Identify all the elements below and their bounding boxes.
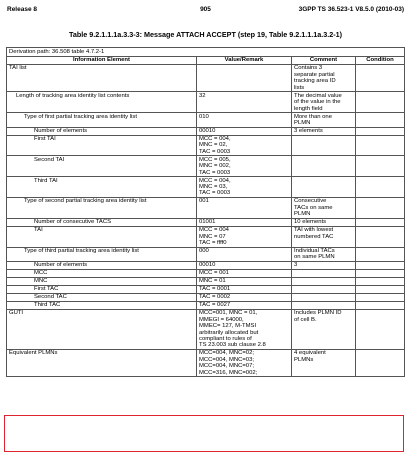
condition-cell xyxy=(356,270,405,278)
value-cell-line: arbitrarily allocated but xyxy=(199,329,259,336)
spec-label: 3GPP TS 36.523-1 V8.5.0 (2010-03) xyxy=(298,6,404,13)
condition-cell xyxy=(356,135,405,156)
value-cell-line: TAC = 0003 xyxy=(199,148,231,155)
value-cell xyxy=(197,350,292,377)
comment-cell-line: lists xyxy=(294,84,305,91)
value-cell-line: 010 xyxy=(199,113,209,120)
comment-cell xyxy=(292,127,356,135)
value-cell-line: TAC = 0001 xyxy=(199,286,231,293)
value-cell xyxy=(197,113,292,127)
value-cell-line: MCC = 004 xyxy=(199,227,229,234)
condition-cell xyxy=(356,226,405,247)
value-cell-line: TAC = 0003 xyxy=(199,169,231,176)
table-row xyxy=(7,92,405,113)
comment-cell-line: 3 elements xyxy=(294,127,323,134)
table-row xyxy=(7,65,405,92)
value-cell-line: MNC = 002, xyxy=(199,163,231,170)
ie-cell: MNC xyxy=(7,278,197,286)
ie-cell: Second TAC xyxy=(7,294,197,302)
table-row xyxy=(7,135,405,156)
ie-cell: Third TAI xyxy=(7,177,197,198)
table-row xyxy=(7,350,405,377)
ie-cell: Number of elements xyxy=(7,127,197,135)
value-cell-line: compliant to rules of xyxy=(199,336,252,343)
value-cell xyxy=(197,278,292,286)
value-cell-line: TAC = 0027 xyxy=(199,302,231,309)
value-cell xyxy=(197,65,292,92)
ie-cell: Number of consecutive TACS xyxy=(7,218,197,226)
ie-cell: TAI list xyxy=(7,65,197,92)
table-row xyxy=(7,198,405,219)
condition-cell xyxy=(356,286,405,294)
comment-cell xyxy=(292,294,356,302)
comment-cell-line: PLMN xyxy=(294,211,311,218)
table-row xyxy=(7,127,405,135)
comment-cell-line: PLMNs xyxy=(294,356,314,363)
comment-cell xyxy=(292,278,356,286)
value-cell-line: MNC = 02, xyxy=(199,142,228,149)
comment-cell-line: 3 xyxy=(294,262,298,269)
value-cell-line: MCC = 004, xyxy=(199,177,231,184)
ie-cell: Third TAC xyxy=(7,302,197,310)
condition-cell xyxy=(356,310,405,350)
condition-cell xyxy=(356,92,405,113)
table-row xyxy=(7,156,405,177)
comment-cell-line: The decimal value xyxy=(294,92,342,99)
comment-cell-line: length field xyxy=(294,105,323,112)
comment-cell-line: Includes PLMN ID xyxy=(294,310,342,317)
table-row xyxy=(7,247,405,261)
value-cell-line: MCC = 005, xyxy=(199,156,231,163)
ie-cell: First TAI xyxy=(7,135,197,156)
value-cell-line: 32 xyxy=(199,92,206,99)
condition-cell xyxy=(356,262,405,270)
table-row xyxy=(7,270,405,278)
value-cell xyxy=(197,247,292,261)
comment-cell-line: Consecutive xyxy=(294,198,327,205)
value-cell xyxy=(197,218,292,226)
value-cell xyxy=(197,262,292,270)
column-header: Information Element xyxy=(7,56,197,65)
ie-cell: Equivalent PLMNs xyxy=(7,350,197,377)
ie-cell: Length of tracking area identity list contents xyxy=(7,92,197,113)
value-cell xyxy=(197,127,292,135)
comment-cell-line: of the value in the xyxy=(294,99,341,106)
comment-cell-line: 10 elements xyxy=(294,219,327,226)
value-cell-line: MCC=004, MNC=02; xyxy=(199,350,255,357)
value-cell-line: 001 xyxy=(199,198,209,205)
page-header xyxy=(7,6,404,18)
comment-cell-line: 4 equivalent xyxy=(294,350,326,357)
page-number: 905 xyxy=(200,6,211,13)
release-label: Release 8 xyxy=(7,6,37,13)
value-cell-line: TAC = ffff0 xyxy=(199,239,227,246)
table-row xyxy=(7,302,405,310)
value-cell xyxy=(197,226,292,247)
value-cell-line: MCC=004, MNC=03; xyxy=(199,356,255,363)
ie-cell: Second TAI xyxy=(7,156,197,177)
highlight-box xyxy=(4,415,404,452)
table-row xyxy=(7,278,405,286)
value-cell-line: 00010 xyxy=(199,262,216,269)
table-row xyxy=(7,226,405,247)
value-cell xyxy=(197,156,292,177)
table-row xyxy=(7,310,405,350)
comment-cell xyxy=(292,270,356,278)
column-header-row xyxy=(7,56,405,65)
comment-cell-line: TAI with lowest xyxy=(294,227,334,234)
condition-cell xyxy=(356,218,405,226)
value-cell-line: MNC = 07 xyxy=(199,233,226,240)
value-cell-line: MCC=001, MNC = 01, xyxy=(199,310,258,317)
comment-cell xyxy=(292,247,356,261)
value-cell-line: MCC=004, MNC=07; xyxy=(199,363,255,370)
condition-cell xyxy=(356,247,405,261)
comment-cell-line: Contains 3 xyxy=(294,65,323,72)
value-cell xyxy=(197,310,292,350)
comment-cell-line: separate partial xyxy=(294,71,335,78)
value-cell-line: TAC = 0002 xyxy=(199,294,231,301)
comment-cell-line: More than one xyxy=(294,113,332,120)
value-cell xyxy=(197,302,292,310)
condition-cell xyxy=(356,278,405,286)
comment-cell-line: Individual TACs xyxy=(294,247,335,254)
derivation-path: Derivation path: 36.508 table 4.7.2-1 xyxy=(7,48,405,57)
value-cell-line: MNC = 03, xyxy=(199,183,228,190)
column-header: Value/Remark xyxy=(197,56,292,65)
ie-cell: Number of elements xyxy=(7,262,197,270)
condition-cell xyxy=(356,177,405,198)
ie-cell: TAI xyxy=(7,226,197,247)
comment-cell xyxy=(292,92,356,113)
condition-cell xyxy=(356,113,405,127)
value-cell-line: MCC = 001 xyxy=(199,270,229,277)
ie-cell: Type of third partial tracking area identity list xyxy=(7,247,197,261)
comment-cell-line: TACs on same xyxy=(294,204,333,211)
value-cell-line: 000 xyxy=(199,247,209,254)
value-cell-line: MNC = 01 xyxy=(199,278,226,285)
comment-cell xyxy=(292,198,356,219)
message-table xyxy=(6,47,405,377)
column-header: Condition xyxy=(356,56,405,65)
value-cell xyxy=(197,177,292,198)
value-cell xyxy=(197,286,292,294)
value-cell-line: TAC = 0003 xyxy=(199,190,231,197)
ie-cell: Type of first partial tracking area identity list xyxy=(7,113,197,127)
value-cell-line: 01001 xyxy=(199,219,216,226)
table-title: Table 9.2.1.1.1a.3.3-3: Message ATTACH ACCEPT (step 19, Table 9.2.1.1.1a.3.2-1) xyxy=(69,30,342,39)
value-cell xyxy=(197,135,292,156)
table-row xyxy=(7,262,405,270)
value-cell xyxy=(197,198,292,219)
value-cell-line: TS 23.003 sub clause 2.8 xyxy=(199,342,266,349)
comment-cell-line: of cell B. xyxy=(294,316,317,323)
value-cell xyxy=(197,92,292,113)
comment-cell xyxy=(292,286,356,294)
table-row xyxy=(7,218,405,226)
column-header: Comment xyxy=(292,56,356,65)
condition-cell xyxy=(356,198,405,219)
value-cell-line: MMEC= 127, M-TMSI xyxy=(199,323,257,330)
comment-cell xyxy=(292,218,356,226)
value-cell-line: 00010 xyxy=(199,127,216,134)
table-row xyxy=(7,177,405,198)
comment-cell-line: PLMN xyxy=(294,119,311,126)
comment-cell xyxy=(292,65,356,92)
comment-cell xyxy=(292,262,356,270)
comment-cell xyxy=(292,226,356,247)
ie-cell: First TAC xyxy=(7,286,197,294)
value-cell-line: MCC=316, MNC=002; xyxy=(199,369,258,376)
comment-cell xyxy=(292,302,356,310)
comment-cell-line: tracking area ID xyxy=(294,78,336,85)
comment-cell xyxy=(292,310,356,350)
comment-cell-line: on same PLMN xyxy=(294,254,335,261)
derivation-row xyxy=(7,48,405,57)
ie-cell: Type of second partial tracking area identity list xyxy=(7,198,197,219)
comment-cell xyxy=(292,135,356,156)
condition-cell xyxy=(356,350,405,377)
table-row xyxy=(7,286,405,294)
ie-cell: MCC xyxy=(7,270,197,278)
comment-cell xyxy=(292,350,356,377)
comment-cell-line: numbered TAC xyxy=(294,233,334,240)
condition-cell xyxy=(356,127,405,135)
condition-cell xyxy=(356,302,405,310)
comment-cell xyxy=(292,113,356,127)
condition-cell xyxy=(356,65,405,92)
condition-cell xyxy=(356,156,405,177)
value-cell-line: MCC = 004, xyxy=(199,135,231,142)
condition-cell xyxy=(356,294,405,302)
table-row xyxy=(7,294,405,302)
value-cell xyxy=(197,270,292,278)
table-row xyxy=(7,113,405,127)
ie-cell: GUTI xyxy=(7,310,197,350)
value-cell xyxy=(197,294,292,302)
comment-cell xyxy=(292,177,356,198)
comment-cell xyxy=(292,156,356,177)
value-cell-line: MMEGI = 64000, xyxy=(199,316,244,323)
